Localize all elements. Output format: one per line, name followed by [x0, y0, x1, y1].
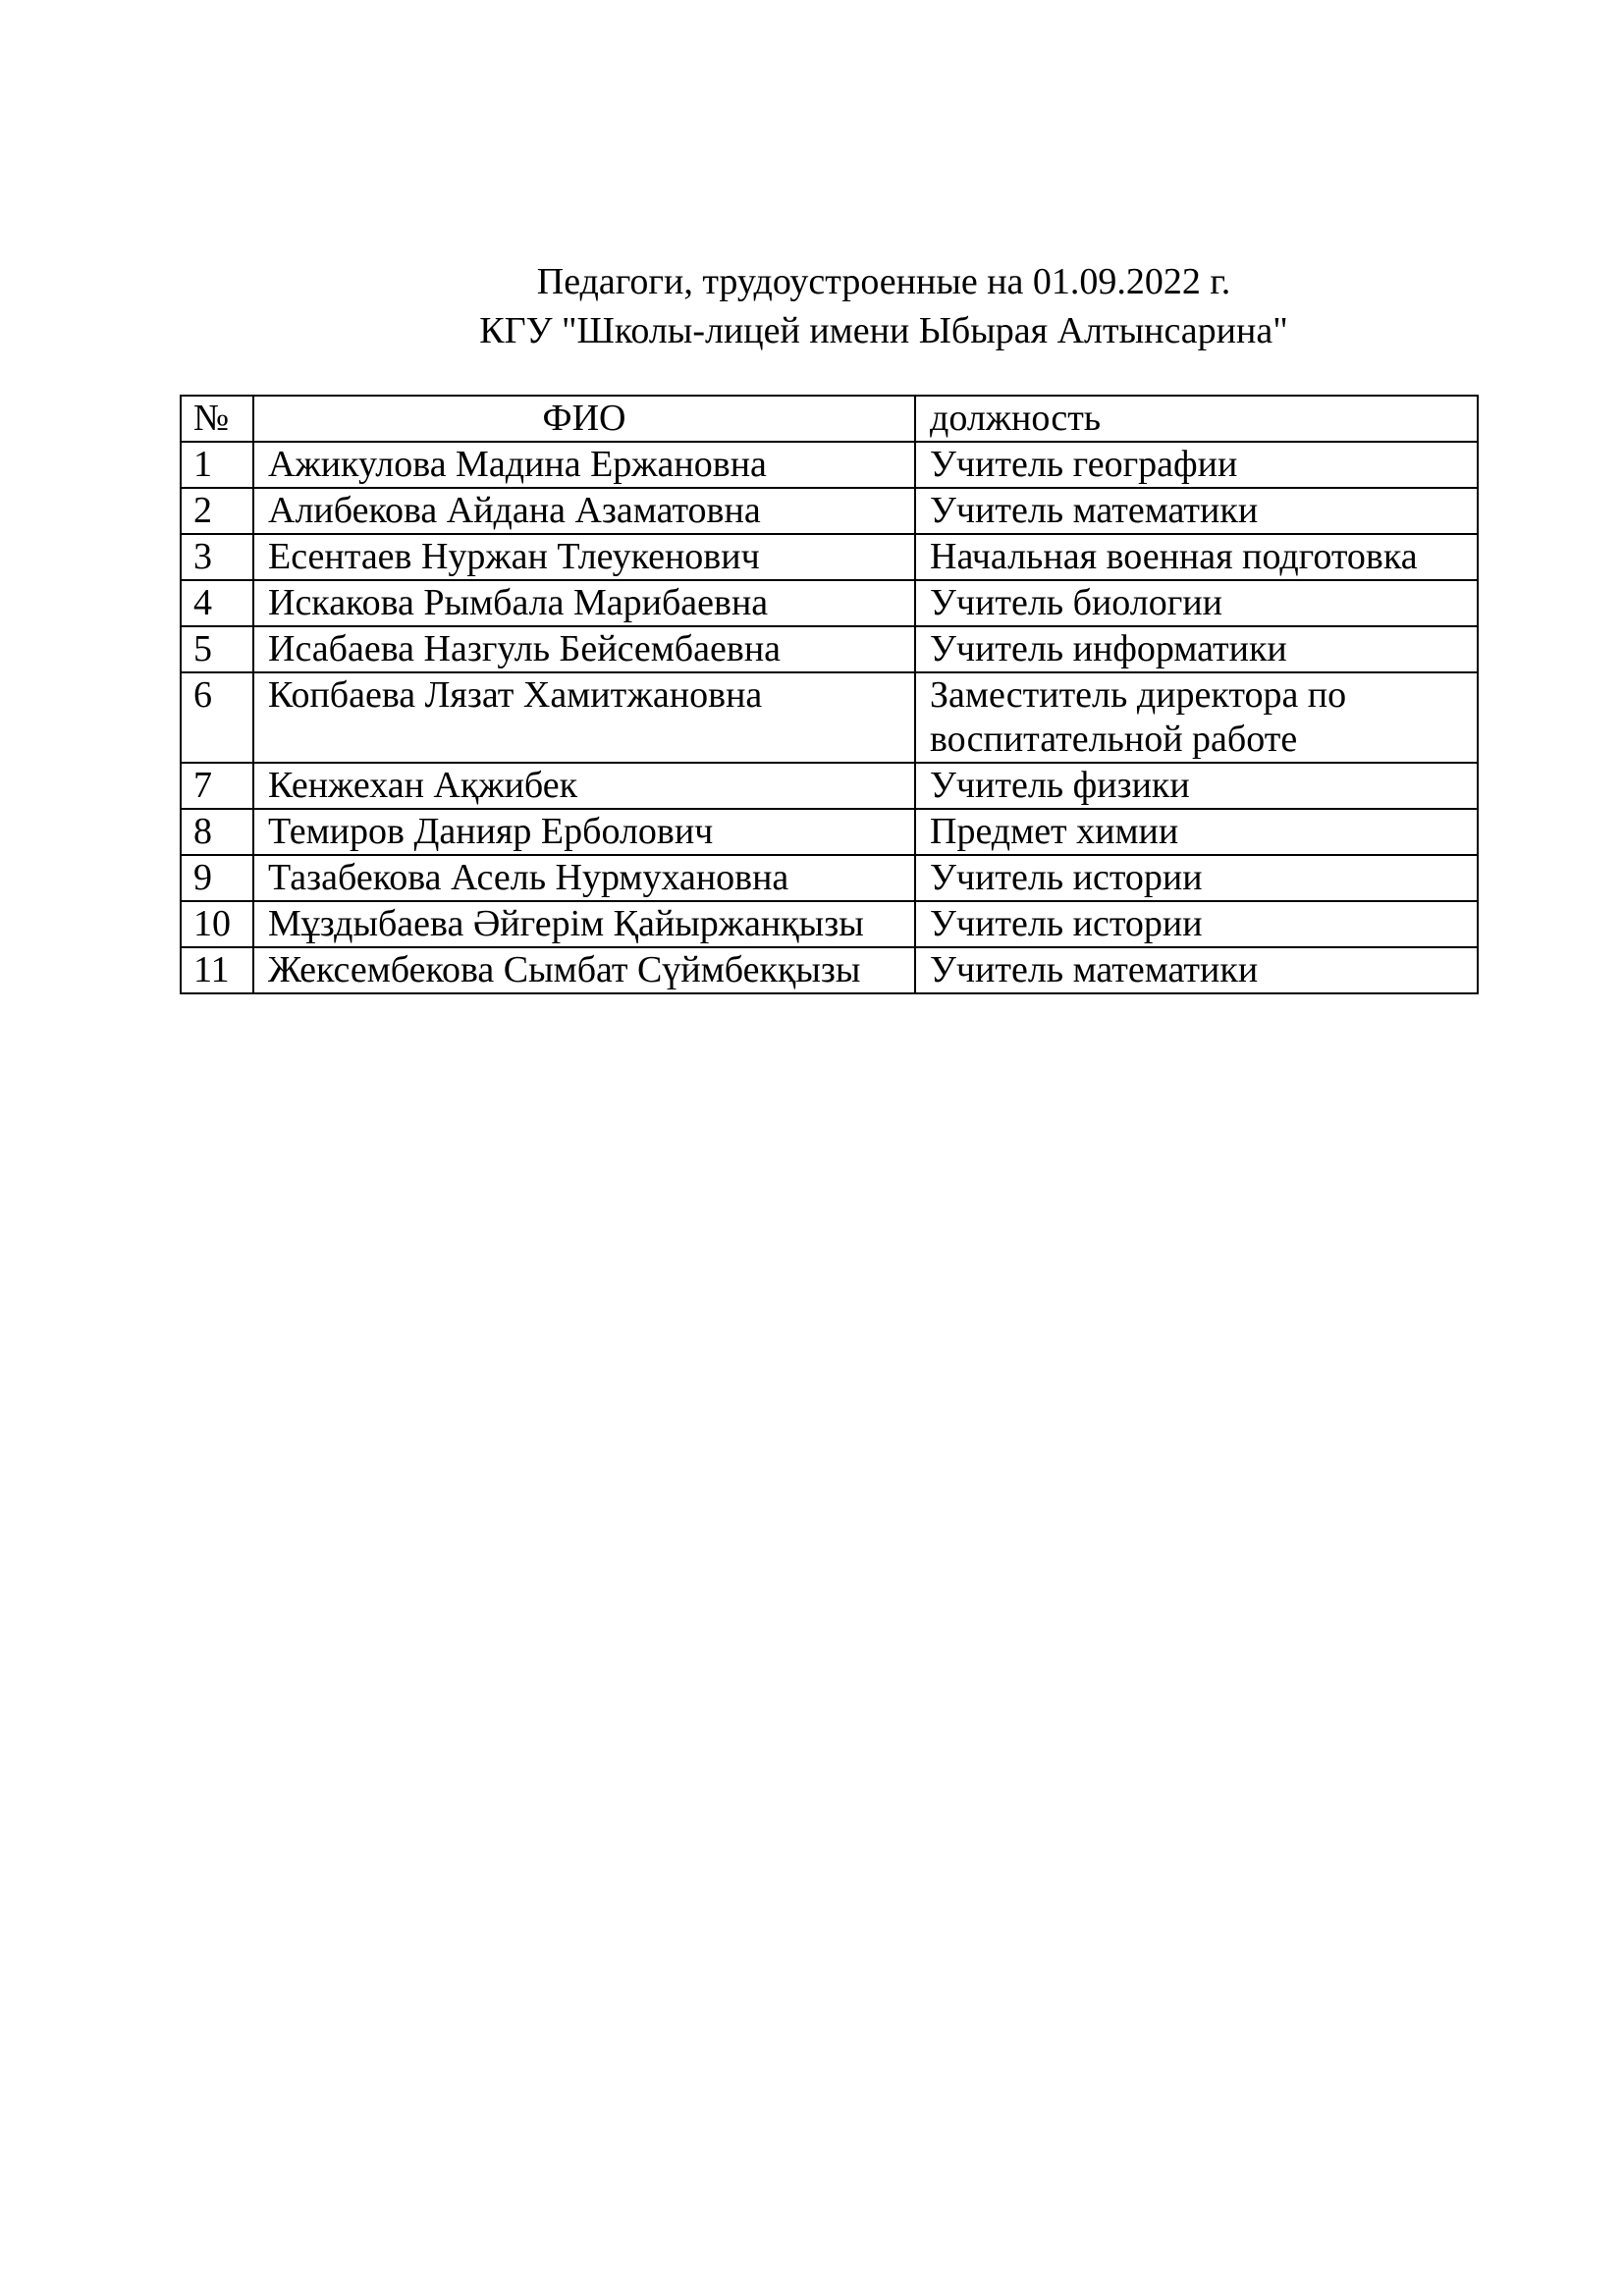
table-row: [181, 626, 1478, 672]
row-number: 10: [181, 901, 253, 947]
row-position: Учитель биологии: [915, 580, 1478, 626]
row-position: Предмет химии: [915, 809, 1478, 855]
row-name: Темиров Данияр Ерболович: [253, 809, 915, 855]
table-header-row: [181, 396, 1478, 442]
table-row: [181, 855, 1478, 901]
header-position: должность: [915, 396, 1478, 442]
row-position: Заместитель директора по воспитательной работе: [915, 672, 1478, 763]
row-position: Учитель истории: [915, 901, 1478, 947]
table-row: [181, 672, 1478, 763]
row-number: 1: [181, 442, 253, 488]
row-name: Алибекова Айдана Азаматовна: [253, 488, 915, 534]
row-name: Исабаева Назгуль Бейсембаевна: [253, 626, 915, 672]
row-number: 3: [181, 534, 253, 580]
row-number: 8: [181, 809, 253, 855]
table-row: [181, 809, 1478, 855]
row-number: 11: [181, 947, 253, 993]
row-position: Учитель географии: [915, 442, 1478, 488]
row-position: Начальная военная подготовка: [915, 534, 1478, 580]
table-row: [181, 947, 1478, 993]
document-title: [295, 257, 1473, 355]
row-position: Учитель математики: [915, 488, 1478, 534]
row-name: Жексембекова Сымбат Сүймбекқызы: [253, 947, 915, 993]
row-number: 6: [181, 672, 253, 763]
table-row: [181, 442, 1478, 488]
row-position: Учитель истории: [915, 855, 1478, 901]
staff-table: [180, 395, 1479, 994]
table-row: [181, 763, 1478, 809]
row-position: Учитель математики: [915, 947, 1478, 993]
row-number: 7: [181, 763, 253, 809]
row-name: Ажикулова Мадина Ержановна: [253, 442, 915, 488]
row-name: Искакова Рымбала Марибаевна: [253, 580, 915, 626]
row-position: Учитель информатики: [915, 626, 1478, 672]
table-row: [181, 534, 1478, 580]
title-line-1: Педагоги, трудоустроенные на 01.09.2022 г.: [536, 261, 1231, 302]
header-number: №: [181, 396, 253, 442]
row-name: Тазабекова Асель Нурмухановна: [253, 855, 915, 901]
row-number: 2: [181, 488, 253, 534]
row-name: Мұздыбаева Әйгерім Қайыржанқызы: [253, 901, 915, 947]
row-number: 4: [181, 580, 253, 626]
title-line-2: КГУ "Школы-лицей имени Ыбырая Алтынсарина": [479, 310, 1288, 351]
table-row: [181, 488, 1478, 534]
row-name: Копбаева Лязат Хамитжановна: [253, 672, 915, 763]
table-row: [181, 901, 1478, 947]
header-name: ФИО: [253, 396, 915, 442]
row-name: Есентаев Нуржан Тлеукенович: [253, 534, 915, 580]
row-number: 5: [181, 626, 253, 672]
row-position: Учитель физики: [915, 763, 1478, 809]
table-row: [181, 580, 1478, 626]
row-name: Кенжехан Ақжибек: [253, 763, 915, 809]
row-number: 9: [181, 855, 253, 901]
